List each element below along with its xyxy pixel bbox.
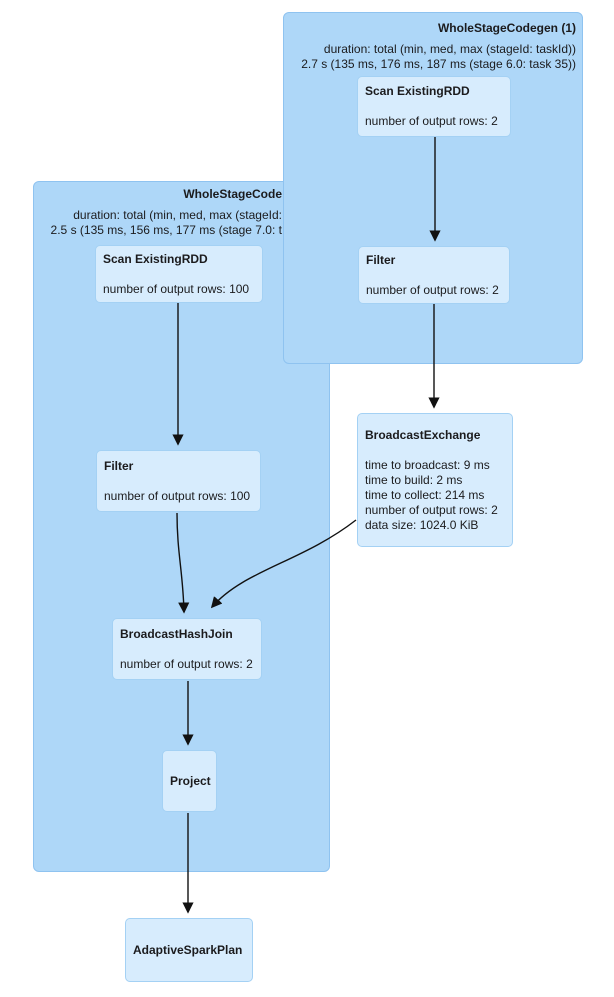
plan-node-scan-existingrdd-2 <box>95 245 263 303</box>
node-metric: number of output rows: 2 <box>365 502 498 517</box>
node-metric: number of output rows: 100 <box>104 488 251 503</box>
plan-node-scan-existingrdd-1 <box>357 76 511 137</box>
node-metric: time to broadcast: 9 ms <box>365 457 490 472</box>
node-metric: time to collect: 214 ms <box>365 487 485 502</box>
plan-node-adaptivesparkplan <box>125 918 253 982</box>
cluster-title: WholeStageCode <box>183 187 282 201</box>
plan-node-project <box>162 750 217 812</box>
node-title: Filter <box>104 458 134 473</box>
cluster-label <box>51 187 282 238</box>
plan-node-broadcasthashjoin <box>112 618 262 680</box>
node-title: AdaptiveSparkPlan <box>133 942 243 957</box>
node-metric: time to build: 2 ms <box>365 472 463 487</box>
cluster-duration-line: duration: total (min, med, max (stageId: taskId)) <box>323 42 576 56</box>
node-title: Scan ExistingRDD <box>365 84 470 98</box>
node-metric: number of output rows: 2 <box>120 656 253 671</box>
cluster-title: WholeStageCodegen (1) <box>437 21 576 35</box>
node-title: Project <box>170 773 211 788</box>
plan-node-filter-2 <box>96 450 261 512</box>
cluster-duration-line: duration: total (min, med, max (stageId: <box>73 208 282 222</box>
plan-node-filter-1 <box>358 246 510 304</box>
cluster-duration <box>301 42 576 72</box>
cluster-label <box>301 21 576 72</box>
node-metric: number of output rows: 2 <box>365 114 498 128</box>
cluster-duration-line: 2.7 s (135 ms, 176 ms, 187 ms (stage 6.0: task 35)) <box>301 57 576 71</box>
node-title: BroadcastExchange <box>365 427 481 442</box>
cluster-duration <box>51 208 282 238</box>
node-title: Filter <box>366 252 396 267</box>
node-metric: number of output rows: 2 <box>366 282 499 297</box>
node-title: Scan ExistingRDD <box>103 251 208 266</box>
node-metric: number of output rows: 100 <box>103 281 250 296</box>
node-title: BroadcastHashJoin <box>120 626 233 641</box>
plan-node-broadcastexchange <box>357 413 513 547</box>
cluster-duration-line: 2.5 s (135 ms, 156 ms, 177 ms (stage 7.0: t <box>50 223 282 237</box>
node-metric: data size: 1024.0 KiB <box>365 517 479 532</box>
cluster-wholestagecodegen-1 <box>283 12 583 364</box>
